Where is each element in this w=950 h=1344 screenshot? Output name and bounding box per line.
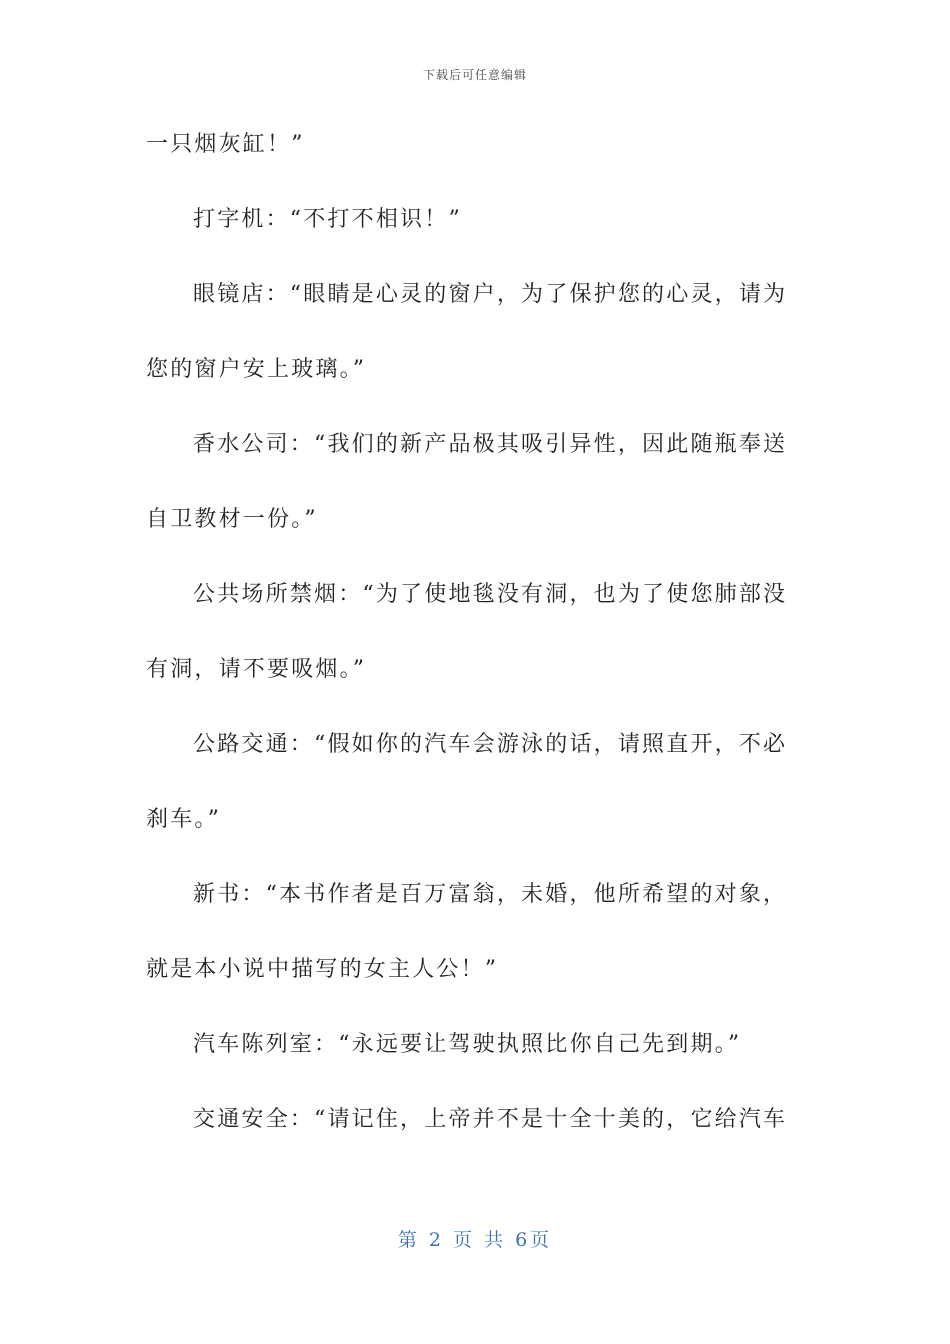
text-line: 公共场所禁烟：“为了使地毯没有洞，也为了使您肺部没 bbox=[193, 582, 788, 607]
text-line: 有洞，请不要吸烟。” bbox=[146, 657, 367, 682]
page-header: 下载后可任意编辑 bbox=[422, 68, 527, 82]
text-line: 就是本小说中描写的女主人公！” bbox=[146, 957, 499, 982]
text-line: 刹车。” bbox=[146, 807, 222, 832]
text-line: 您的窗户安上玻璃。” bbox=[146, 357, 367, 382]
text-line: 公路交通：“假如你的汽车会游泳的话，请照直开，不必 bbox=[193, 732, 788, 757]
text-line: 新书：“本书作者是百万富翁，未婚，他所希望的对象， bbox=[193, 882, 788, 907]
text-line: 自卫教材一份。” bbox=[146, 507, 318, 532]
text-line: 眼镜店：“眼睛是心灵的窗户，为了保护您的心灵，请为 bbox=[193, 282, 788, 307]
text-line: 汽车陈列室：“永远要让驾驶执照比你自己先到期。” bbox=[193, 1032, 742, 1057]
text-line: 香水公司：“我们的新产品极其吸引异性，因此随瓶奉送 bbox=[193, 432, 788, 457]
page-number-footer: 第 2 页 共 6页 bbox=[397, 1229, 553, 1251]
text-line: 交通安全：“请记住，上帝并不是十全十美的，它给汽车 bbox=[193, 1107, 788, 1132]
text-line: 一只烟灰缸！” bbox=[146, 132, 305, 157]
text-line: 打字机：“不打不相识！” bbox=[193, 207, 462, 232]
